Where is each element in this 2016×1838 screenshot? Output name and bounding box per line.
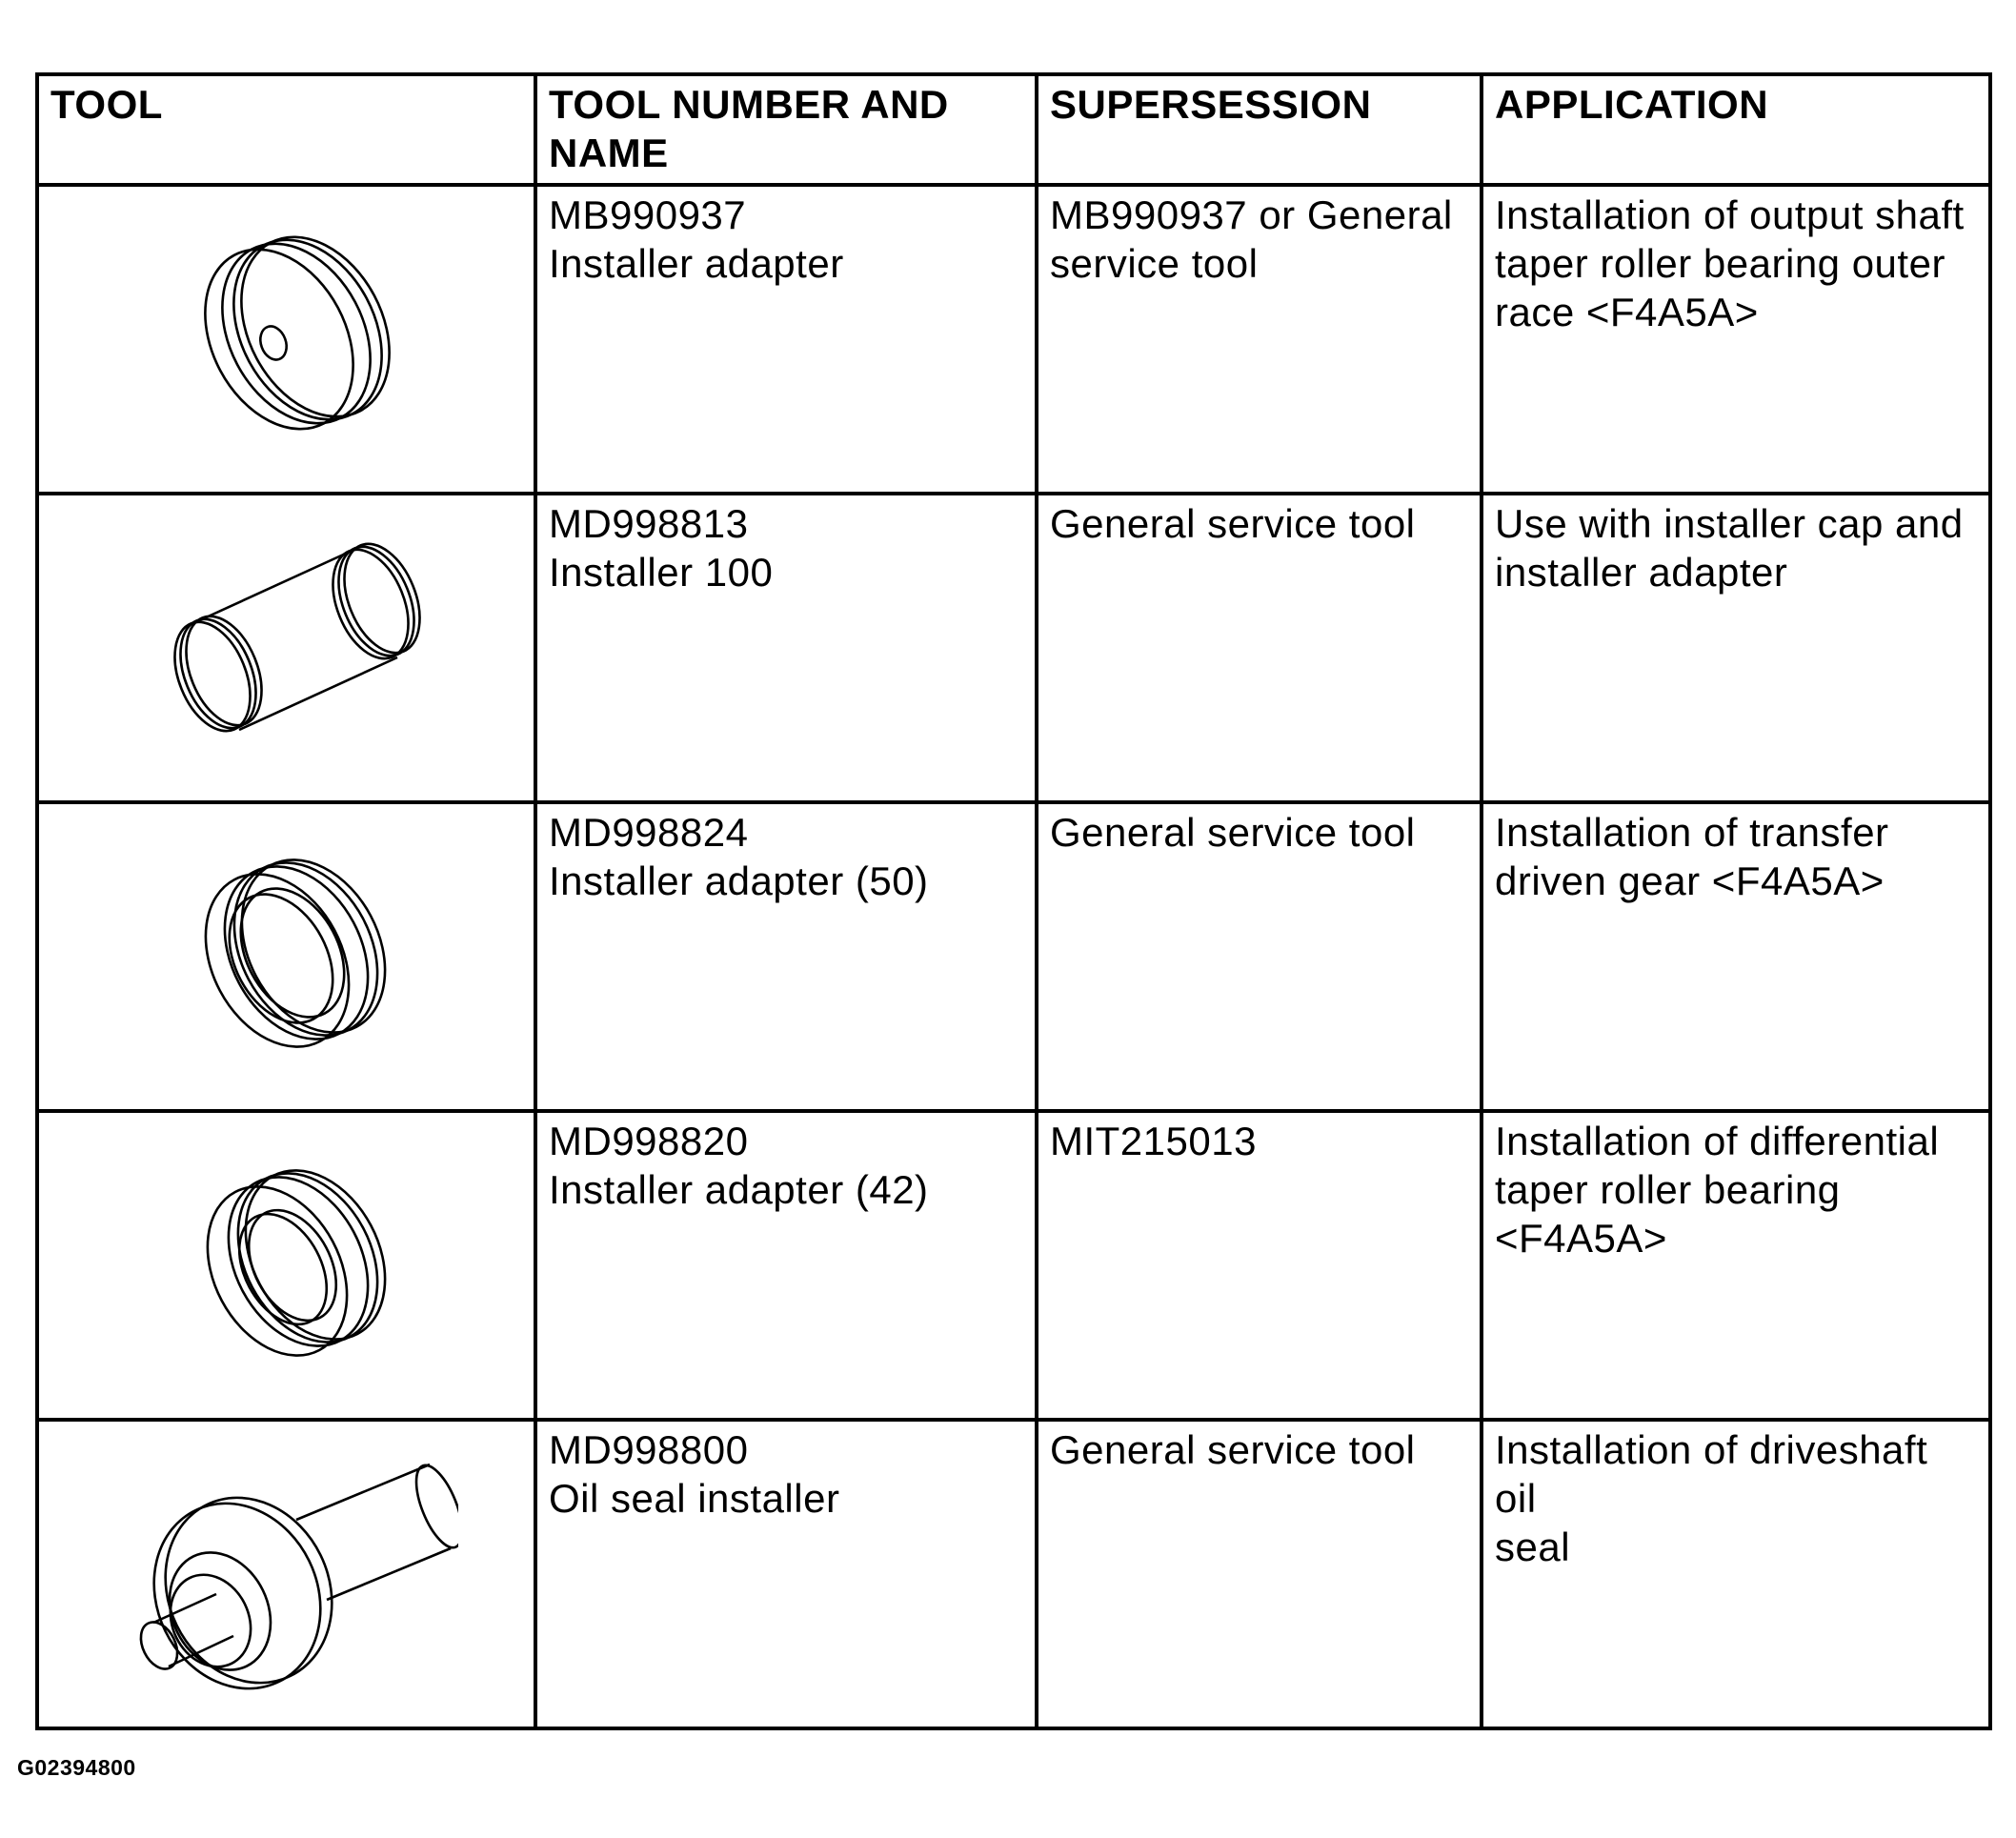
supersession-cell <box>1037 1111 1482 1420</box>
tool-image-cell <box>37 494 535 802</box>
installer-ring-icon <box>163 833 411 1081</box>
table-row <box>37 1420 1990 1728</box>
tool-number-name-cell <box>535 1111 1037 1420</box>
application-line: Installation of driveshaft oil <box>1495 1427 1928 1521</box>
tool-number-name-cell <box>535 802 1037 1111</box>
tool-number: MB990937 <box>549 192 747 237</box>
supersession-line: service tool <box>1050 241 1259 286</box>
tool-name: Installer adapter <box>549 241 844 286</box>
supersession-line: General service tool <box>1050 810 1416 855</box>
tool-image-cell <box>37 802 535 1111</box>
figure-code: G02394800 <box>17 1755 136 1780</box>
tool-number: MD998800 <box>549 1427 749 1472</box>
tool-number-name-cell <box>535 185 1037 494</box>
table-row <box>37 1111 1990 1420</box>
oil-seal-installer-icon <box>115 1445 458 1703</box>
tool-number: MD998824 <box>549 810 749 855</box>
application-cell <box>1482 1420 1990 1728</box>
tool-name: Oil seal installer <box>549 1476 840 1521</box>
supersession-cell <box>1037 802 1482 1111</box>
application-line: Installation of output shaft <box>1495 192 1965 237</box>
supersession-line: General service tool <box>1050 501 1416 546</box>
supersession-line: MB990937 or General <box>1050 192 1453 237</box>
header-application: APPLICATION <box>1482 74 1990 185</box>
application-cell <box>1482 185 1990 494</box>
tool-number-name-cell <box>535 1420 1037 1728</box>
supersession-line: General service tool <box>1050 1427 1416 1472</box>
tool-name: Installer 100 <box>549 550 774 595</box>
application-line: Installation of transfer <box>1495 810 1889 855</box>
header-row <box>37 74 1990 185</box>
application-line: Use with installer cap and <box>1495 501 1964 546</box>
application-line: taper roller bearing <box>1495 1167 1841 1212</box>
supersession-cell <box>1037 494 1482 802</box>
tool-number-name-cell <box>535 494 1037 802</box>
tool-number: MD998813 <box>549 501 749 546</box>
application-line: race <F4A5A> <box>1495 290 1759 334</box>
header-tool: TOOL <box>37 74 535 185</box>
table-row <box>37 802 1990 1111</box>
special-tools-table <box>35 72 1992 1730</box>
tool-number: MD998820 <box>549 1119 749 1163</box>
installer-adapter-disc-icon <box>163 215 411 463</box>
application-line: driven gear <F4A5A> <box>1495 858 1885 903</box>
installer-ring-icon <box>163 1141 411 1389</box>
application-cell <box>1482 494 1990 802</box>
header-supersession: SUPERSESSION <box>1037 74 1482 185</box>
tool-image-cell <box>37 1111 535 1420</box>
tool-image-cell <box>37 185 535 494</box>
application-line: taper roller bearing outer <box>1495 241 1945 286</box>
application-line: Installation of differential <box>1495 1119 1940 1163</box>
application-cell <box>1482 1111 1990 1420</box>
supersession-line: MIT215013 <box>1050 1119 1257 1163</box>
tool-name: Installer adapter (42) <box>549 1167 929 1212</box>
table-row <box>37 185 1990 494</box>
header-tool-number-line1: TOOL NUMBER AND <box>549 82 949 127</box>
application-line: installer adapter <box>1495 550 1788 595</box>
header-tool-number-line2: NAME <box>549 131 669 175</box>
application-line: <F4A5A> <box>1495 1216 1667 1261</box>
tool-image-cell <box>37 1420 535 1728</box>
application-line: seal <box>1495 1525 1571 1569</box>
installer-cylinder-icon <box>144 524 430 772</box>
table-row <box>37 494 1990 802</box>
application-cell <box>1482 802 1990 1111</box>
tool-name: Installer adapter (50) <box>549 858 929 903</box>
header-tool-number-and-name <box>535 74 1037 185</box>
supersession-cell <box>1037 1420 1482 1728</box>
supersession-cell <box>1037 185 1482 494</box>
